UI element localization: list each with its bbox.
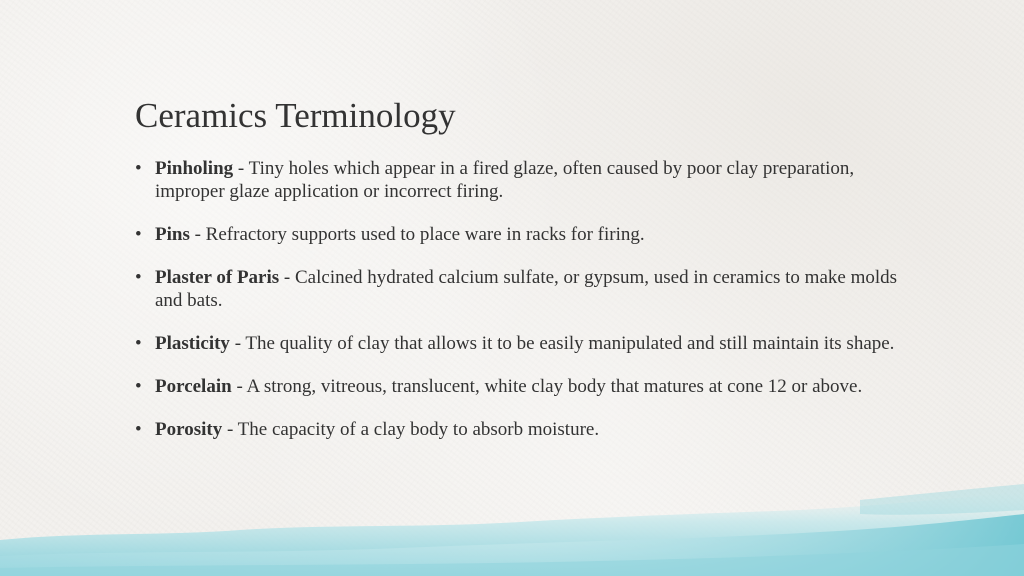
term: Plasticity [155, 333, 230, 354]
watercolor-wash [0, 470, 1024, 576]
list-item-plasticity [135, 332, 925, 355]
bullet-icon: • [135, 224, 142, 245]
bullet-icon: • [135, 333, 142, 354]
definition: - Refractory supports used to place ware in racks for firing. [189, 224, 645, 245]
term: Porcelain [155, 376, 232, 397]
definition: - The capacity of a clay body to absorb moisture. [222, 419, 600, 440]
definition: - The quality of clay that allows it to be easily manipulated and still maintain its shape. [229, 333, 895, 354]
term: Porosity [155, 419, 223, 440]
slide-title: Ceramics Terminology [135, 96, 456, 135]
terminology-list [135, 157, 925, 461]
bullet-icon: • [135, 419, 142, 440]
list-item-pinholing [135, 157, 925, 203]
bullet-icon: • [135, 376, 142, 397]
term: Plaster of Paris [155, 267, 280, 288]
bullet-icon: • [135, 267, 142, 288]
list-item-porosity [135, 418, 925, 441]
bullet-icon: • [135, 158, 142, 179]
list-item-porcelain [135, 375, 925, 398]
term: Pins [155, 224, 190, 245]
definition: - A strong, vitreous, translucent, white clay body that matures at cone 12 or above. [231, 376, 863, 397]
list-item-pins [135, 223, 925, 246]
definition: - Calcined hydrated calcium sulfate, or gypsum, used in ceramics to make molds and bats. [155, 267, 898, 311]
list-item-plaster-of-paris [135, 266, 925, 312]
term: Pinholing [155, 158, 234, 179]
definition: - Tiny holes which appear in a fired glaze, often caused by poor clay preparation, improper glaze application or incorrect firing. [155, 158, 855, 202]
